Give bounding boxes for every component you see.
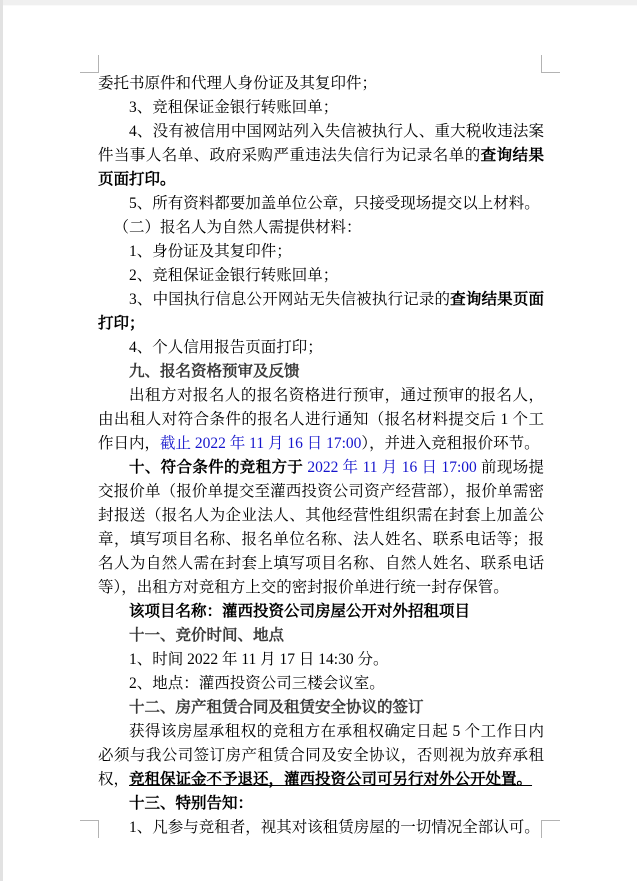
text-run-heading: 十一、竞价时间、地点 bbox=[129, 627, 285, 644]
text-run-normal: 2、地点：灌西投资公司三楼会议室。 bbox=[129, 675, 385, 692]
paragraph bbox=[98, 216, 544, 240]
text-run-normal: 3、中国执行信息公开网站无失信被执行记录的 bbox=[129, 291, 451, 308]
text-run-bold: 十三、特别告知： bbox=[129, 795, 254, 812]
paragraph bbox=[98, 288, 544, 336]
paragraph bbox=[98, 240, 544, 264]
paragraph bbox=[98, 96, 544, 120]
text-run-normal: 5、所有资料都要加盖单位公章，只接受现场提交以上材料。 bbox=[129, 195, 540, 212]
text-run-normal: 4、没有被信用中国网站列入失信被执行人、重大税收违法案件当事人名单、政府采购严重违法失信行为记录名单的 bbox=[98, 123, 544, 164]
text-run-normal: 1、身份证及其复印件； bbox=[129, 243, 292, 260]
paragraph bbox=[98, 192, 544, 216]
paragraph bbox=[98, 720, 544, 792]
paragraph bbox=[98, 648, 544, 672]
text-run-normal: 获得该房屋承租权的竞租方在承租权确定日起 5 个工作日内必须与我公司签订房产租赁合同及安全协议，否则视为放弃承租权， bbox=[98, 723, 544, 788]
text-run-normal: 4、个人信用报告页面打印； bbox=[129, 339, 323, 356]
paragraph bbox=[98, 264, 544, 288]
paragraph bbox=[98, 360, 544, 384]
margin-crop-mark-bottom-left bbox=[80, 820, 99, 838]
text-run-heading: 九、报名资格预审及反馈 bbox=[129, 363, 300, 380]
paragraph bbox=[98, 792, 544, 816]
text-run-normal: （二）报名人为自然人需提供材料： bbox=[113, 219, 362, 236]
text-run-normal: 3、竞租保证金银行转账回单； bbox=[129, 99, 339, 116]
text-run-bold: 该项目名称：灌西投资公司房屋公开对外招租项目 bbox=[129, 603, 471, 620]
paragraph bbox=[98, 624, 544, 648]
text-run-normal: 1、时间 2022 年 11 月 17 日 14:30 分。 bbox=[129, 651, 389, 668]
text-run-heading: 十二、房产租赁合同及租赁安全协议的签订 bbox=[129, 699, 424, 716]
text-run-normal: 前现场提交报价单（报价单提交至灌西投资公司资产经营部），报价单需密封报送（报名人为企业法人、其他经营性组织需在封套上加盖公章，填写项目名称、报名单位名称、法人姓名、联系电话等；报名人为自然人需在封套上填写项目名称、自然人姓名、联系电话等），出租方对竞租方上交的密封报价单进行统一封存保管。 bbox=[98, 459, 544, 596]
text-run-bold: 查询结果页面打印。 bbox=[98, 147, 544, 188]
paragraph bbox=[98, 600, 544, 624]
margin-crop-mark-top-left bbox=[80, 55, 99, 73]
margin-crop-mark-top-right bbox=[541, 55, 560, 73]
paragraph bbox=[98, 72, 544, 96]
paragraph bbox=[98, 456, 544, 600]
text-run-normal: 2、竞租保证金银行转账回单； bbox=[129, 267, 339, 284]
paragraph bbox=[98, 696, 544, 720]
text-run-date: 2022 年 11 月 16 日 17:00 bbox=[307, 459, 477, 476]
document-content bbox=[98, 72, 544, 840]
text-run-bold: 十、符合条件的竞租方于 bbox=[129, 459, 308, 476]
text-run-bold-underline: 竞租保证金不予退还，灌西投资公司可另行对外公开处置。 bbox=[129, 771, 533, 788]
text-run-bold: 查询结果页面打印； bbox=[98, 291, 544, 332]
window-edge-top bbox=[0, 0, 637, 6]
text-run-normal: ），并进入竞租报价环节。 bbox=[361, 435, 540, 452]
text-run-date: 截止 2022 年 11 月 16 日 17:00 bbox=[160, 435, 362, 452]
window-edge-left bbox=[0, 0, 3, 881]
text-run-normal: 出租方对报名人的报名资格进行预审，通过预审的报名人，由出租人对符合条件的报名人进行通知（报名材料提交后 1 个工作日内， bbox=[98, 387, 544, 452]
paragraph bbox=[98, 384, 544, 456]
text-run-normal: 委托书原件和代理人身份证及其复印件； bbox=[98, 75, 378, 92]
paragraph bbox=[98, 672, 544, 696]
paragraph bbox=[98, 336, 544, 360]
text-run-normal: 1、凡参与竞租者，视其对该租赁房屋的一切情况全部认可。 bbox=[129, 819, 540, 836]
paragraph bbox=[98, 120, 544, 192]
paragraph bbox=[98, 816, 544, 840]
